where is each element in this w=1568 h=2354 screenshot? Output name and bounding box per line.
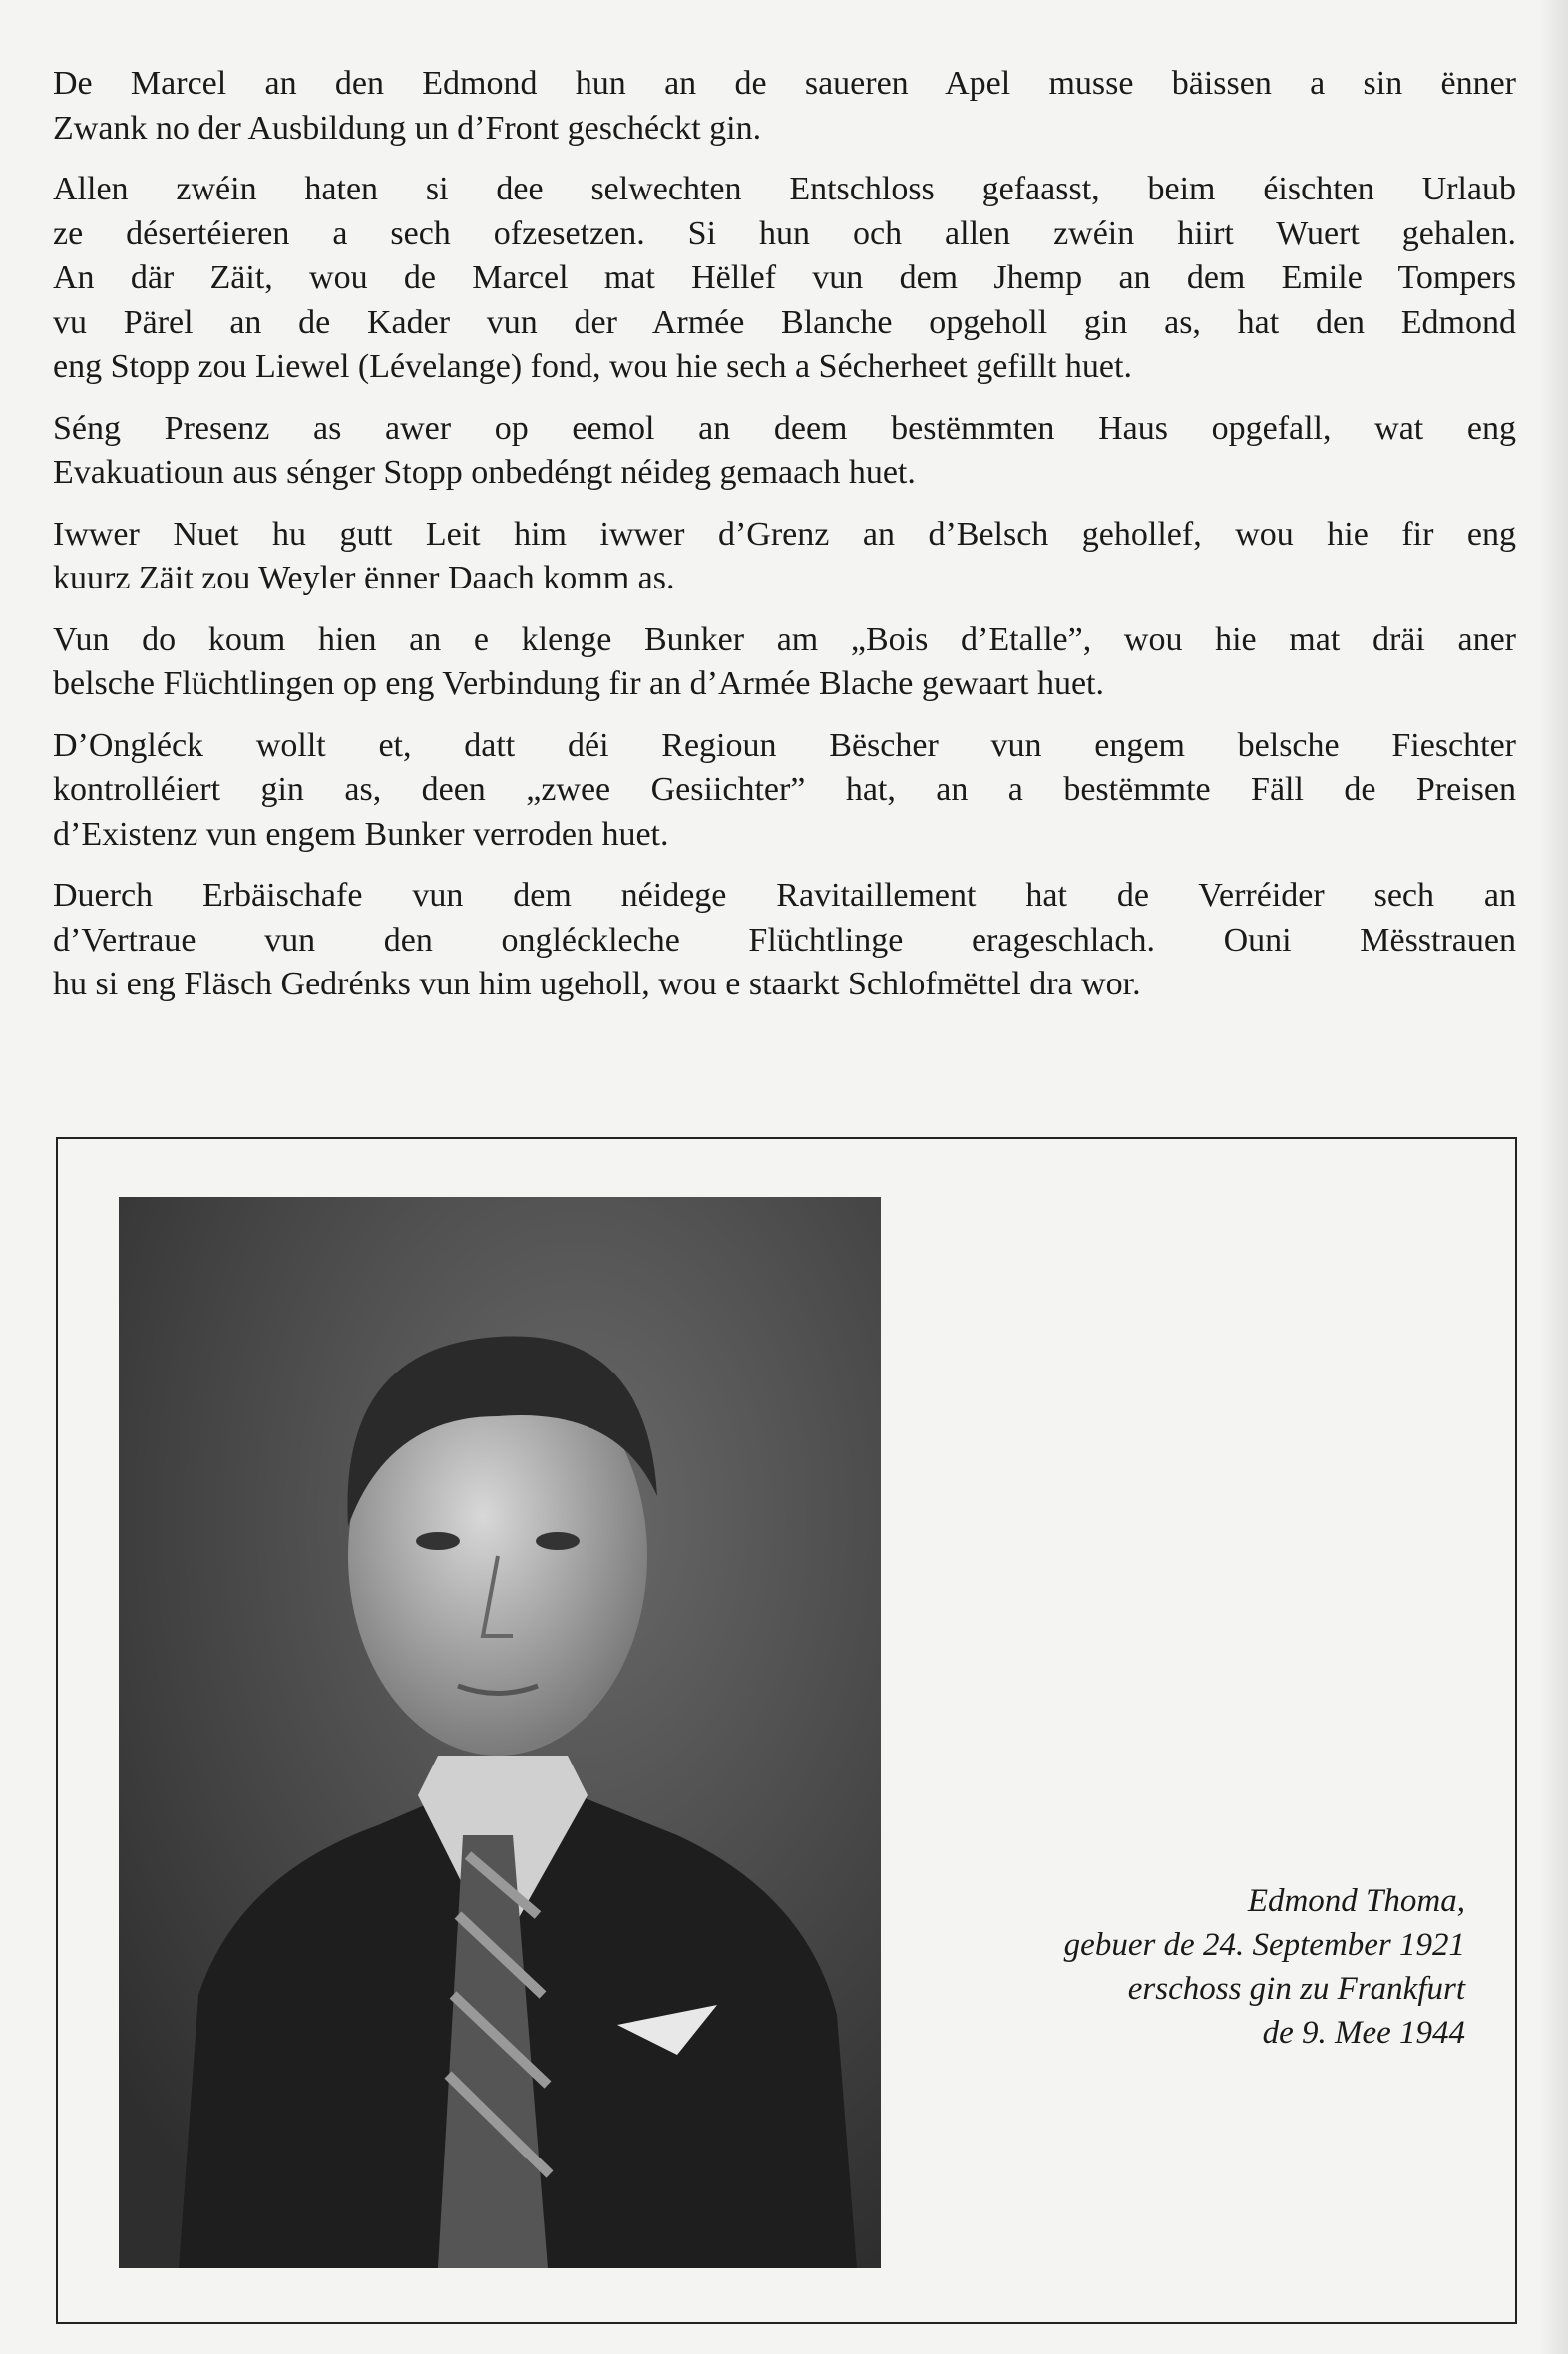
paragraph bbox=[53, 874, 1516, 1007]
text-line: An där Zäit, wou de Marcel mat Hëllef vun dem Jhemp an dem Emile Tompers bbox=[53, 259, 1516, 296]
text-line: Evakuatioun aus sénger Stopp onbedéngt néideg gemaach huet. bbox=[53, 454, 916, 491]
portrait-photo bbox=[119, 1197, 881, 2268]
text-line: Séng Presenz as awer op eemol an deem bestëmmten Haus opgefall, wat eng bbox=[53, 409, 1516, 447]
caption-born: gebuer de 24. September 1921 bbox=[1063, 1927, 1465, 1963]
portrait-illustration bbox=[119, 1197, 881, 2268]
text-line: Iwwer Nuet hu gutt Leit him iwwer d’Grenz an d’Belsch gehollef, wou hie fir eng bbox=[53, 515, 1516, 553]
text-line: kontrolléiert gin as, deen „zwee Gesiichter” hat, an a bestëmmte Fäll de Preisen bbox=[53, 771, 1516, 808]
caption-shot: erschoss gin zu Frankfurt bbox=[1127, 1971, 1465, 2007]
paragraph bbox=[53, 618, 1516, 707]
text-line: Duerch Erbäischafe vun dem néidege Ravitaillement hat de Verréider sech an bbox=[53, 877, 1516, 914]
text-line: belsche Flüchtlingen op eng Verbindung fir an d’Armée Blache gewaart huet. bbox=[53, 665, 1104, 702]
caption-date: de 9. Mee 1944 bbox=[1262, 2015, 1465, 2051]
text-line: kuurz Zäit zou Weyler ënner Daach komm as. bbox=[53, 560, 675, 596]
paragraph bbox=[53, 62, 1516, 151]
text-line: ze désertéieren a sech ofzesetzen. Si hun och allen zwéin hiirt Wuert gehalen. bbox=[53, 214, 1516, 252]
body-text bbox=[53, 62, 1516, 1024]
caption-name: Edmond Thoma, bbox=[1247, 1883, 1465, 1919]
paragraph bbox=[53, 724, 1516, 858]
text-line: De Marcel an den Edmond hun an de saueren Apel musse bäissen a sin ënner bbox=[53, 65, 1516, 102]
text-line: Zwank no der Ausbildung un d’Front geschéckt gin. bbox=[53, 109, 762, 147]
text-line: eng Stopp zou Liewel (Lévelange) fond, wou hie sech a Sécherheet gefillt huet. bbox=[53, 348, 1132, 385]
text-line: Vun do koum hien an e klenge Bunker am „Bois d’Etalle”, wou hie mat dräi aner bbox=[53, 620, 1516, 658]
text-line: d’Vertraue vun den ongléckleche Flüchtlinge erageschlach. Ouni Mësstrauen bbox=[53, 921, 1516, 959]
paragraph bbox=[53, 407, 1516, 496]
text-line: Allen zwéin haten si dee selwechten Entschloss gefaasst, beim éischten Urlaub bbox=[53, 171, 1516, 207]
text-line: d’Existenz vun engem Bunker verroden huet. bbox=[53, 815, 669, 853]
photo-caption bbox=[1064, 1879, 1465, 2055]
paragraph bbox=[53, 513, 1516, 601]
page-edge-shadow bbox=[1538, 0, 1568, 2354]
paragraph bbox=[53, 168, 1516, 390]
text-line: D’Ongléck wollt et, datt déi Regioun Bëscher vun engem belsche Fieschter bbox=[53, 726, 1516, 764]
text-line: hu si eng Fläsch Gedrénks vun him ugeholl, wou e staarkt Schlofmëttel dra wor. bbox=[53, 966, 1141, 1002]
photo-frame bbox=[56, 1137, 1517, 2324]
text-line: vu Pärel an de Kader vun der Armée Blanche opgeholl gin as, hat den Edmond bbox=[53, 303, 1516, 341]
